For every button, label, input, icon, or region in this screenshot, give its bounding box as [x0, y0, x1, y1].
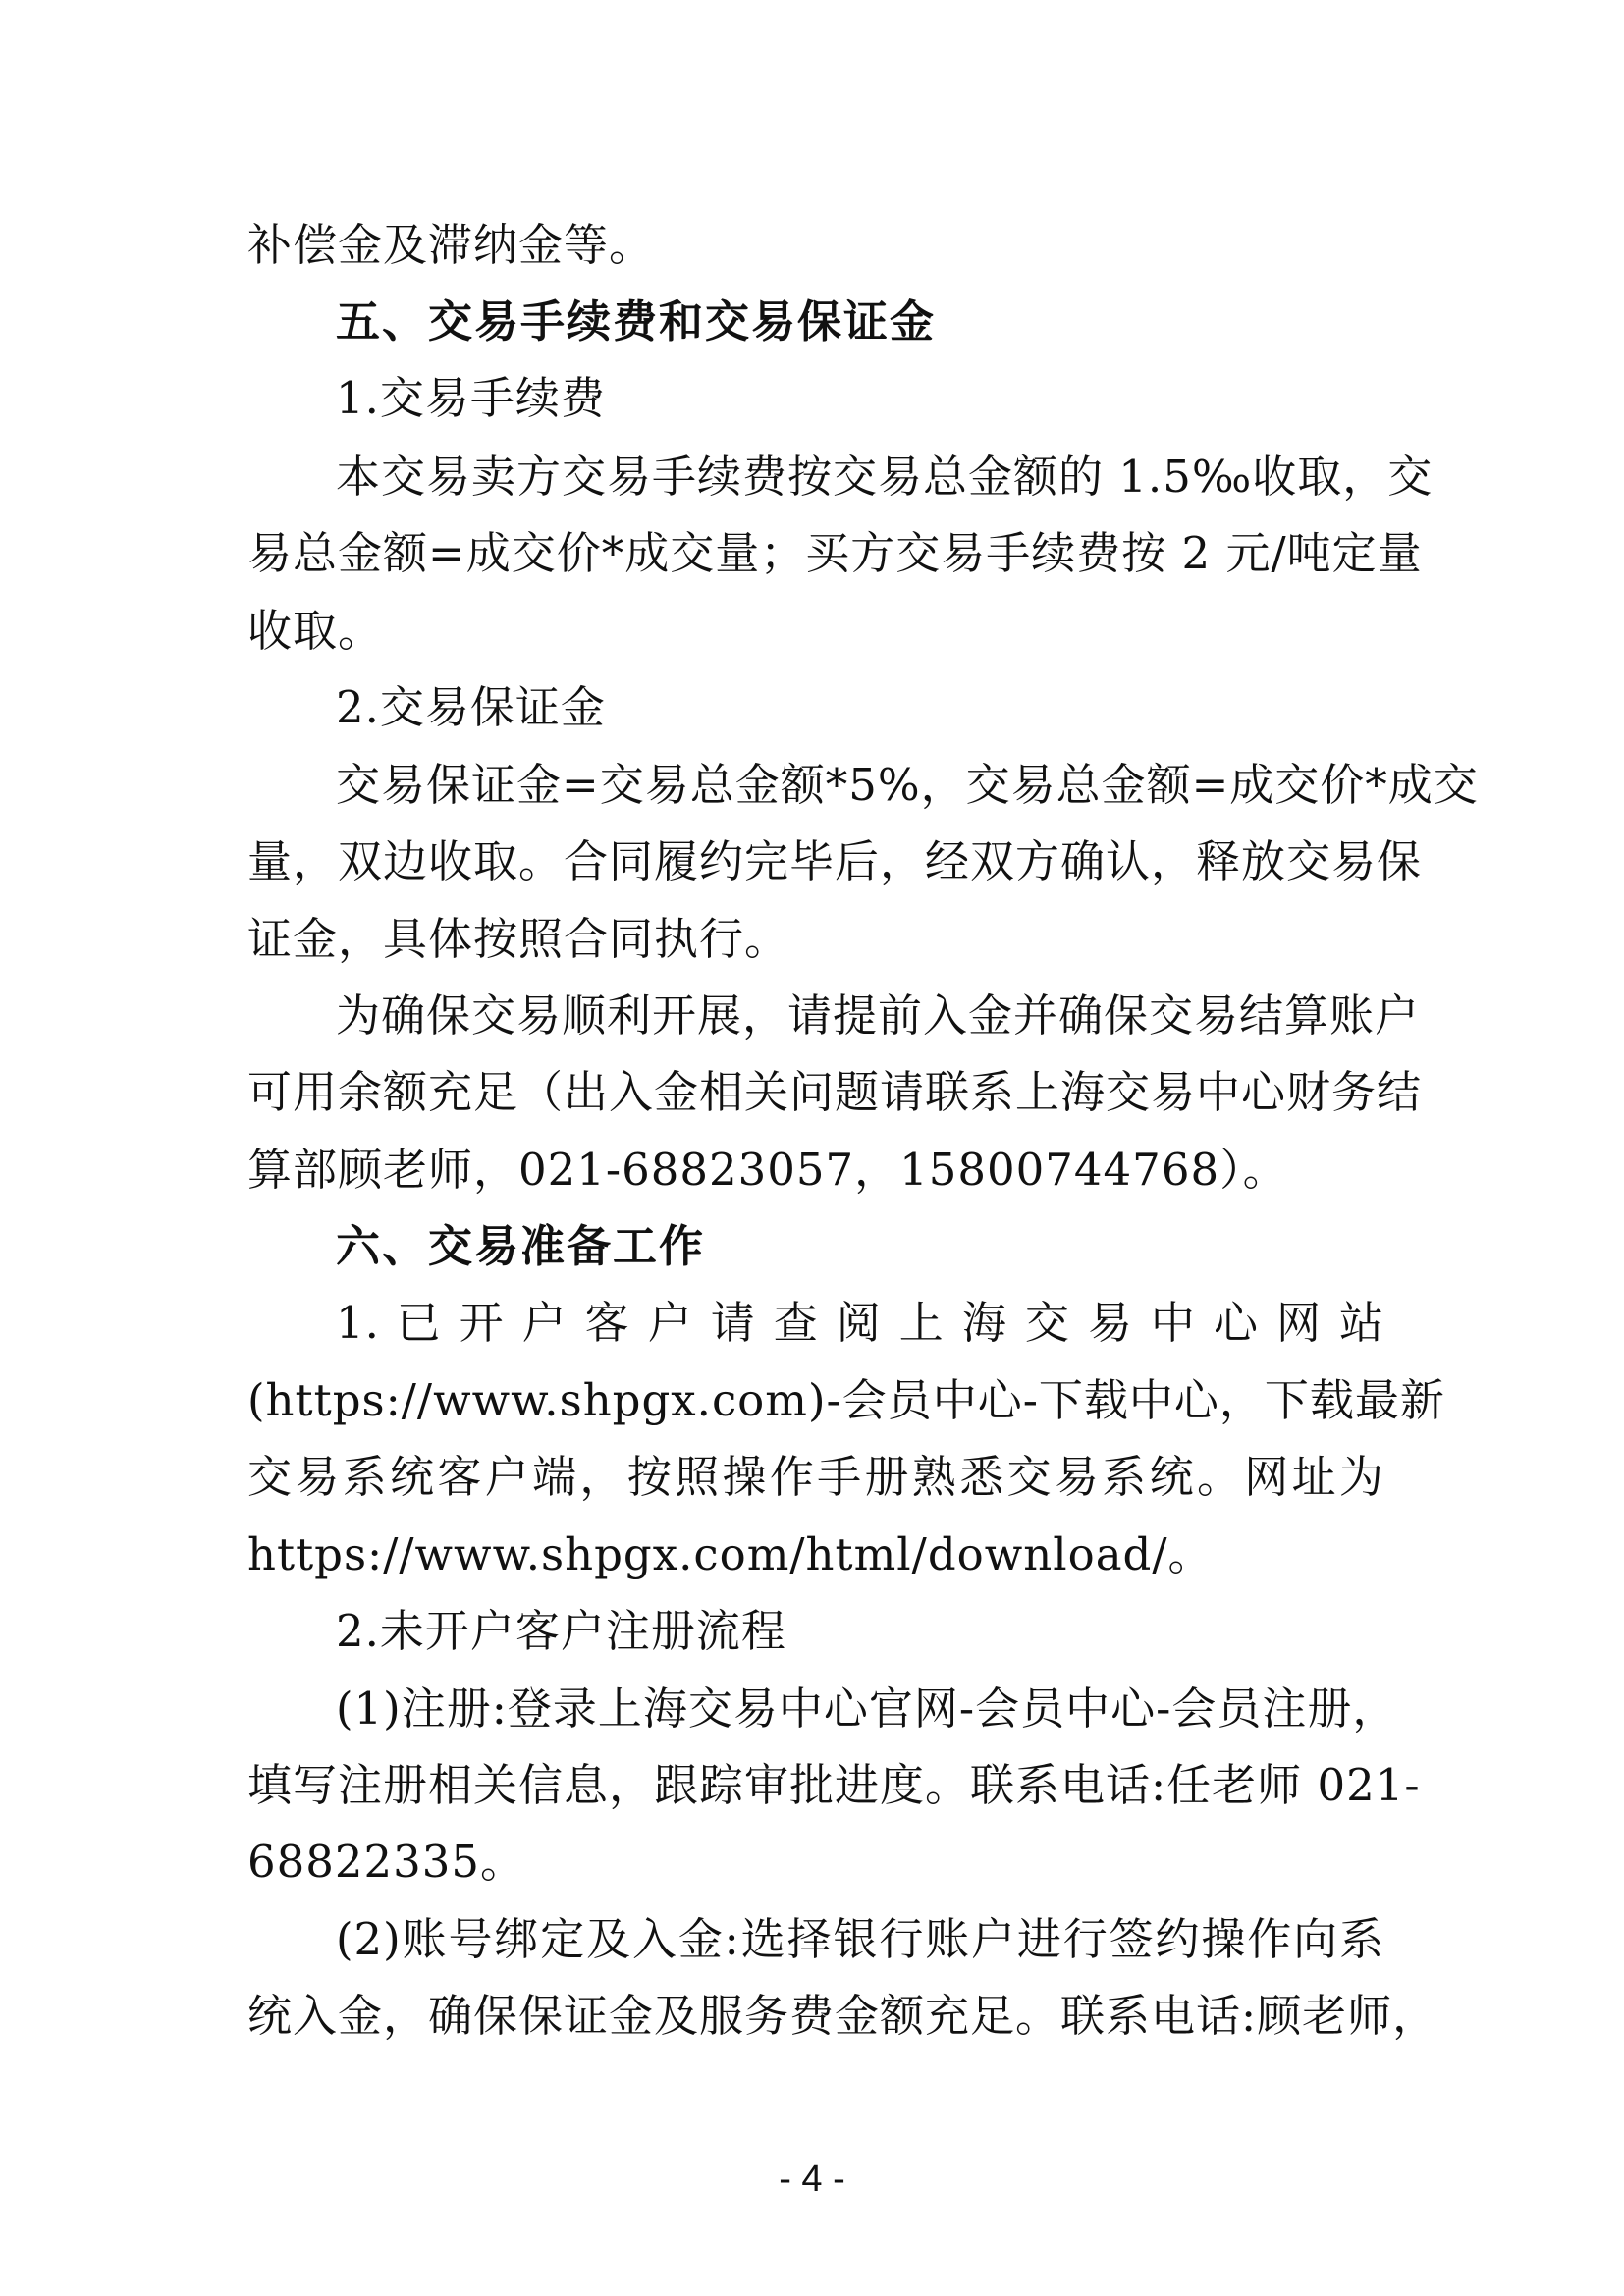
- text-line: 可用余额充足（出入金相关问题请联系上海交易中心财务结: [247, 1066, 1423, 1118]
- section-heading-five: 五、交易手续费和交易保证金: [336, 295, 937, 347]
- text-line: 为确保交易顺利开展，请提前入金并确保交易结算账户: [336, 989, 1421, 1041]
- text-line: (https://www.shpgx.com)-会员中心-下载中心，下载最新: [247, 1374, 1445, 1426]
- text-line: (1)注册:登录上海交易中心官网-会员中心-会员注册，: [336, 1682, 1398, 1735]
- text-line: 收取。: [247, 605, 384, 657]
- text-line: 算部顾老师，021-68823057，15800744768）。: [247, 1144, 1288, 1196]
- text-line: 本交易卖方交易手续费按交易总金额的 1.5‰收取，交: [336, 451, 1434, 503]
- text-line: 1. 已 开 户 客 户 请 查 阅 上 海 交 易 中 心 网 站: [336, 1297, 1384, 1349]
- text-line: 交易保证金=交易总金额*5%，交易总金额=成交价*成交: [336, 759, 1479, 811]
- subsection-heading: 2.交易保证金: [336, 681, 606, 733]
- text-line: 量，双边收取。合同履约完毕后，经双方确认，释放交易保: [247, 835, 1423, 887]
- text-line: 补偿金及滞纳金等。: [247, 219, 655, 271]
- text-line: 填写注册相关信息，跟踪审批进度。联系电话:任老师 021-: [247, 1759, 1421, 1811]
- text-line: https://www.shpgx.com/html/download/。: [247, 1528, 1214, 1580]
- section-heading-six: 六、交易准备工作: [336, 1220, 706, 1272]
- subsection-heading: 2.未开户客户注册流程: [336, 1605, 786, 1657]
- text-line: 统入金，确保保证金及服务费金额充足。联系电话:顾老师，: [247, 1990, 1438, 2042]
- text-line: 68822335。: [247, 1836, 526, 1888]
- text-line: (2)账号绑定及入金:选择银行账户进行签约操作向系: [336, 1913, 1384, 1965]
- text-line: 交易系统客户端，按照操作手册熟悉交易系统。网址为: [247, 1451, 1384, 1503]
- text-line: 易总金额=成交价*成交量；买方交易手续费按 2 元/吨定量: [247, 527, 1423, 579]
- page-number: - 4 -: [779, 2159, 845, 2200]
- subsection-heading: 1.交易手续费: [336, 372, 606, 424]
- text-line: 证金，具体按照合同执行。: [247, 913, 790, 965]
